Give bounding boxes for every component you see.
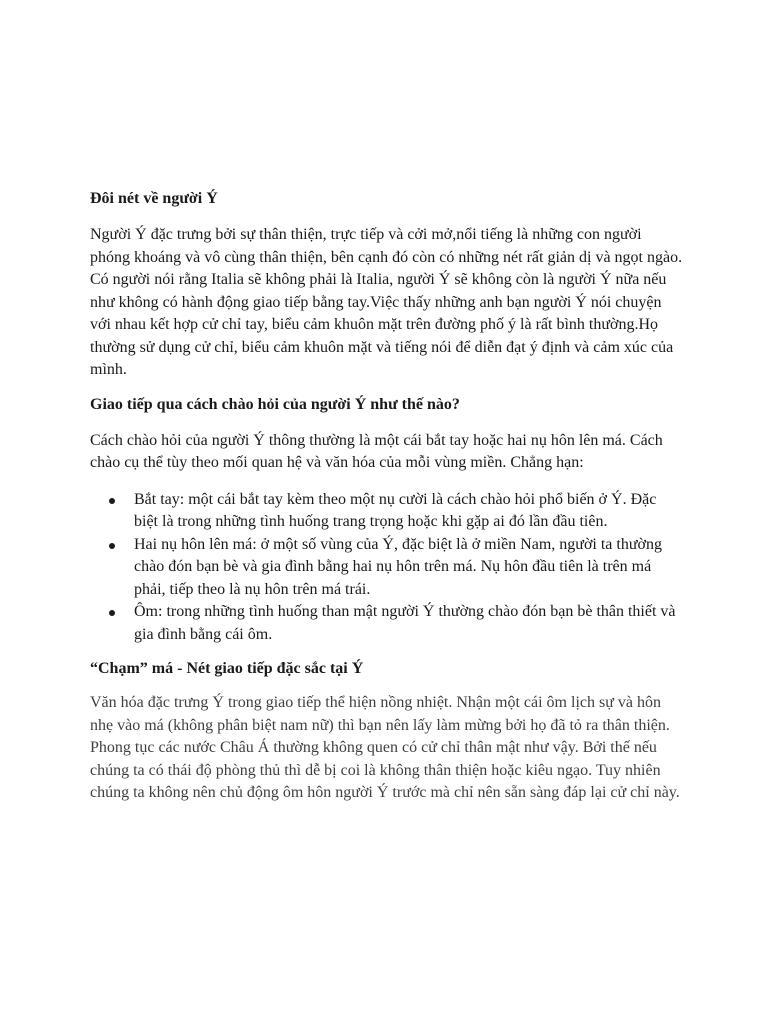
section-paragraph-cheek-touch: Văn hóa đặc trưng Ý trong giao tiếp thể hiện nồng nhiệt. Nhận một cái ôm lịch sự và hôn nhẹ vào má (không phân biệt nam nữ) thì bạn nên lấy làm mừng bởi họ đã tỏ ra thân thiện. Phong tục các nước Châu Á thường không quen có cử chỉ thân mật như vậy. Bởi thế nếu chúng ta có thái độ phòng thủ thì dễ bị coi là không thân thiện hoặc kiêu ngạo. Tuy nhiên chúng ta không nên chủ động ôm hôn người Ý trước mà chỉ nên sẵn sàng đáp lại cử chỉ này.	[90, 694, 680, 801]
list-item-text: Bắt tay: một cái bắt tay kèm theo một nụ cười là cách chào hỏi phổ biến ở Ý. Đặc biệt là trong những tình huống trang trọng hoặc khi gặp ai đó lần đầu tiên.	[134, 490, 657, 530]
list-item	[134, 534, 684, 602]
list-item-text: Hai nụ hôn lên má: ở một số vùng của Ý, đặc biệt là ở miền Nam, người ta thường chào đón bạn bè và gia đình bằng hai nụ hôn trên má. Nụ hôn đầu tiên là trên má phải, tiếp theo là nụ hôn trên má trái.	[134, 535, 662, 598]
section-paragraph-about-italians: Người Ý đặc trưng bởi sự thân thiện, trực tiếp và cởi mở,nổi tiếng là những con người phóng khoáng và vô cùng thân thiện, bên cạnh đó còn có những nét rất giản dị và ngọt ngào. Có người nói rằng Italia sẽ không phải là Italia, người Ý sẽ không còn là người Ý nữa nếu như không có hành động giao tiếp bằng tay.Việc thấy những anh bạn người Ý nói chuyện với nhau kết hợp cử chỉ tay, biểu cảm khuôn mặt trên đường phố ý là rất bình thường.Họ thường sử dụng cử chỉ, biểu cảm khuôn mặt và tiếng nói để diễn đạt ý định và cảm xúc của mình.	[90, 226, 683, 378]
section-paragraph-greetings: Cách chào hỏi của người Ý thông thường là một cái bắt tay hoặc hai nụ hôn lên má. Cách chào cụ thể tùy theo mối quan hệ và văn hóa của mỗi vùng miền. Chẳng hạn:	[90, 431, 663, 471]
section-heading-cheek-touch: “Chạm” má - Nét giao tiếp đặc sắc tại Ý	[90, 660, 364, 677]
bullet-icon	[109, 610, 115, 616]
greeting-bullet-list	[90, 489, 684, 647]
section-heading-greetings: Giao tiếp qua cách chào hỏi của người Ý như thế nào?	[90, 395, 460, 413]
list-item	[134, 601, 684, 646]
bullet-icon	[109, 498, 115, 504]
document-page	[90, 188, 684, 815]
list-item	[134, 489, 684, 534]
bullet-icon	[109, 543, 115, 549]
list-item-text: Ôm: trong những tình huống than mật người Ý thường chào đón bạn bè thân thiết và gia đình bằng cái ôm.	[134, 603, 676, 643]
section-heading-about-italians: Đôi nét về người Ý	[90, 190, 218, 207]
